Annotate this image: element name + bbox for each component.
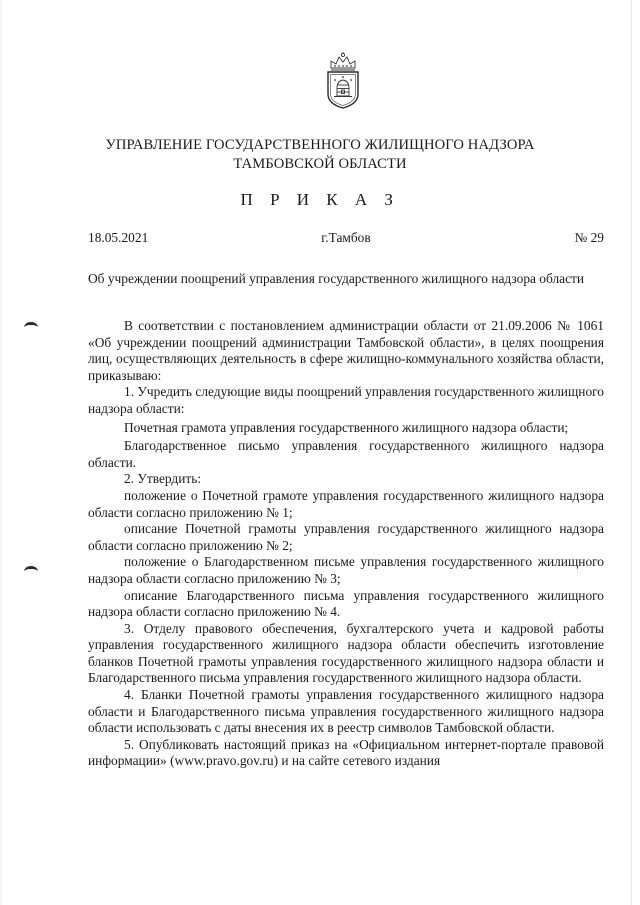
organization-line-2: ТАМБОВСКОЙ ОБЛАСТИ: [233, 156, 407, 172]
document-city: г.Тамбов: [321, 230, 371, 245]
body-paragraph: 1. Учредить следующие виды поощрений управления государственного жилищного надзора области:: [88, 384, 604, 416]
body-paragraph: 2. Утвердить:: [124, 471, 202, 487]
punch-mark: [24, 322, 38, 333]
body-paragraph: описание Благодарственного письма управления государственного жилищного надзора области согласно приложению № 4.: [88, 587, 604, 620]
document-type-title: П Р И К А З: [240, 190, 400, 209]
document-meta-row: [88, 230, 604, 248]
organization-name: [0, 136, 640, 174]
body-paragraph: В соответствии с постановлением администрации области от 21.09.2006 № 1061 «Об учреждении поощрений администрации Тамбовской области», в целях поощрения лиц, осуществляющих деятельность в сфере жилищно-коммунального хозяйства области, приказываю:: [88, 318, 604, 383]
body-paragraph: 4. Бланки Почетной грамоты управления государственного жилищного надзора области и Благодарственного письма управления государственного жилищного надзора области использовать с даты внесения их в реестр символов Тамбовской области.: [88, 687, 604, 736]
coat-of-arms-icon: [322, 50, 364, 110]
organization-line-1: УПРАВЛЕНИЕ ГОСУДАРСТВЕННОГО ЖИЛИЩНОГО НАДЗОРА: [105, 137, 535, 153]
document-date: 18.05.2021: [88, 230, 149, 245]
punch-mark: [24, 566, 38, 577]
body-paragraph: Почетная грамота управления государственного жилищного надзора области;: [124, 419, 569, 435]
document-subject: Об учреждении поощрений управления государственного жилищного надзора области: [88, 271, 585, 286]
body-paragraph: положение о Благодарственном письме управления государственного жилищного надзора области согласно приложению № 3;: [88, 554, 604, 586]
body-paragraph: 5. Опубликовать настоящий приказ на «Официальном интернет-портале правовой информации» (www.pravo.gov.ru) и на сайте сетевого издания: [88, 736, 604, 769]
body-paragraph: 3. Отделу правового обеспечения, бухгалтерского учета и кадровой работы управления государственного жилищного надзора области обеспечить изготовление бланков Почетной грамоты управления государственного жилищного надзора области и Благодарственного письма управления государственного жилищного надзора области.: [88, 620, 604, 686]
body-paragraph: положение о Почетной грамоте управления государственного жилищного надзора области согласно приложению № 1;: [88, 487, 604, 520]
body-paragraph: описание Почетной грамоты управления государственного жилищного надзора области согласно приложению № 2;: [88, 521, 604, 553]
body-paragraph: Благодарственное письмо управления государственного жилищного надзора области.: [88, 438, 604, 470]
document-number: № 29: [574, 230, 604, 245]
document-body: [88, 318, 604, 770]
